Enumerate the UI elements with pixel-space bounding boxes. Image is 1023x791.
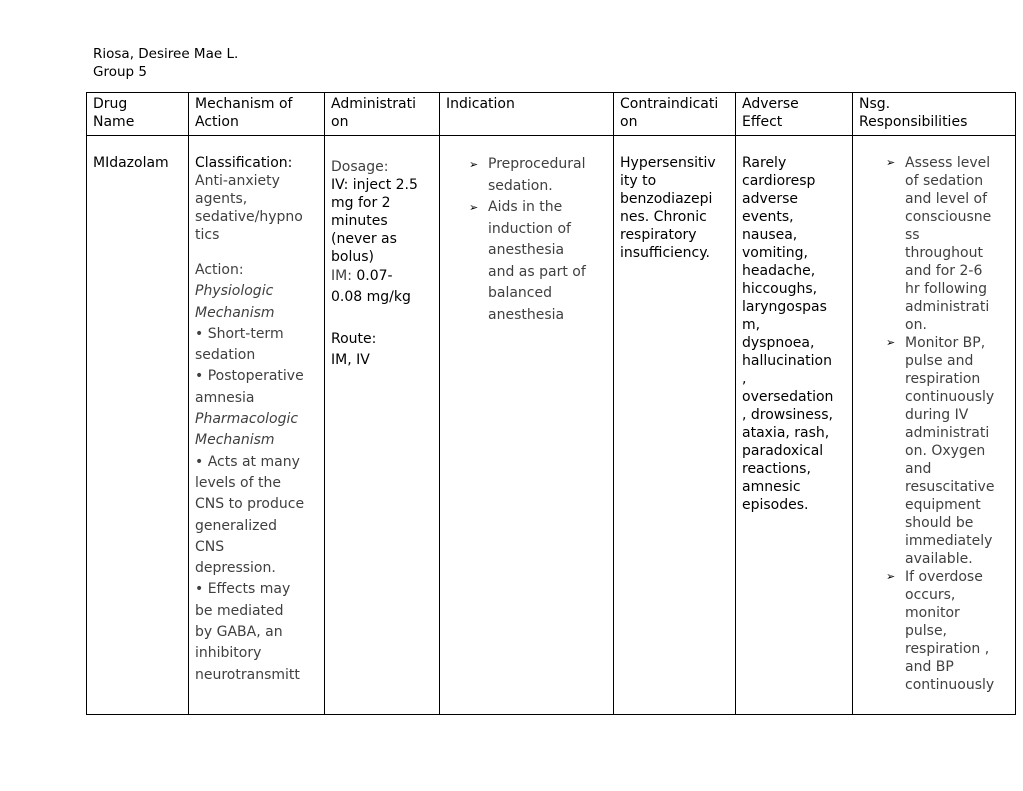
header-adverse-effect: Adverse Effect <box>736 93 853 136</box>
list-item: ➢ Preprocedural sedation. <box>469 156 586 194</box>
adverse-effect-line: nausea, <box>742 227 798 243</box>
adverse-effect-text <box>742 154 846 514</box>
action-label: Action: <box>195 262 244 278</box>
adverse-effect-line: cardioresp <box>742 173 816 189</box>
student-name: Riosa, Desiree Mae L. <box>93 46 239 62</box>
adverse-effect-line: m, <box>742 317 761 333</box>
cell-contraindication <box>614 136 736 715</box>
contraindication-text: Hypersensitiv ity to benzodiazepi nes. Chronic respiratory insufficiency. <box>620 155 716 261</box>
adverse-effect-line: hiccoughs, <box>742 281 818 297</box>
adverse-effect-line: oversedation <box>742 389 834 405</box>
adverse-effect-line: headache, <box>742 263 816 279</box>
header-drug-name: Drug Name <box>87 93 189 136</box>
action-line: • Acts at many <box>195 453 300 470</box>
action-line: by GABA, an <box>195 624 283 641</box>
action-line: Pharmacologic <box>195 411 299 428</box>
adverse-effect-line: , <box>742 371 747 387</box>
adverse-effect-line: Rarely <box>742 155 787 171</box>
cell-adverse-effect <box>736 136 853 715</box>
action-line: • Short-term <box>195 325 284 342</box>
header-contraindication: Contraindicati on <box>614 93 736 136</box>
arrow-bullet-icon: ➢ <box>469 158 479 171</box>
adverse-effect-line: vomiting, <box>742 245 808 261</box>
action-line: amnesia <box>195 389 255 406</box>
drug-name-text: MIdazolam <box>93 155 169 171</box>
action-line: generalized <box>195 517 277 534</box>
action-line: CNS <box>195 538 225 555</box>
action-line: Mechanism <box>195 304 275 321</box>
cell-administration <box>325 136 440 715</box>
list-item: ➢ Monitor BP, pulse and respiration continuously during IV administrati on. Oxygen and resuscitative equipment should be immediately available. <box>886 335 995 567</box>
adverse-effect-line: laryngospas <box>742 299 827 315</box>
adverse-effect-line: , drowsiness, <box>742 407 833 423</box>
adverse-effect-line: episodes. <box>742 497 809 513</box>
action-line: • Effects may <box>195 581 291 598</box>
action-line: be mediated <box>195 602 284 619</box>
list-item: ➢ If overdose occurs, monitor pulse, respiration , and BP continuously <box>886 569 995 693</box>
arrow-bullet-icon: ➢ <box>469 201 479 214</box>
cell-mechanism <box>189 136 325 715</box>
route-value: IM, IV <box>331 351 370 368</box>
group-label: Group 5 <box>93 64 147 80</box>
classification-label: Classification: <box>195 155 293 171</box>
im-dosage-text: IM: 0.07- 0.08 mg/kg <box>331 268 411 306</box>
list-item: ➢ Assess level of sedation and level of consciousne ss throughout and for 2-6 hr following administrati on. <box>886 155 992 333</box>
action-line: levels of the <box>195 474 281 491</box>
iv-dosage-text: IV: inject 2.5 mg for 2 minutes (never as bolus) <box>331 177 418 265</box>
adverse-effect-line: events, <box>742 209 794 225</box>
action-line: neurotransmitt <box>195 666 300 683</box>
action-text <box>195 281 318 686</box>
header-nsg-responsibilities: Nsg. Responsibilities <box>853 93 1016 136</box>
action-line: • Postoperative <box>195 368 304 385</box>
cell-nsg-responsibilities <box>853 136 1016 715</box>
action-line: CNS to produce <box>195 496 305 513</box>
cell-drug-name <box>87 136 189 715</box>
nsg-list <box>883 154 1009 694</box>
header-indication: Indication <box>440 93 614 136</box>
adverse-effect-line: hallucination <box>742 353 832 369</box>
action-line: depression. <box>195 560 276 577</box>
header-administration: Administrati on <box>325 93 440 136</box>
adverse-effect-line: paradoxical <box>742 443 824 459</box>
action-line: Mechanism <box>195 432 275 449</box>
adverse-effect-line: reactions, <box>742 461 811 477</box>
route-label: Route: <box>331 330 377 347</box>
cell-indication <box>440 136 614 715</box>
adverse-effect-line: adverse <box>742 191 799 207</box>
table-header-row <box>87 93 1016 136</box>
document-header <box>93 45 238 81</box>
adverse-effect-line: amnesic <box>742 479 801 495</box>
adverse-effect-line: ataxia, rash, <box>742 425 830 441</box>
dosage-label: Dosage: <box>331 159 389 175</box>
drug-study-table <box>86 92 1016 715</box>
indication-list <box>466 154 607 326</box>
header-mechanism: Mechanism of Action <box>189 93 325 136</box>
action-line: inhibitory <box>195 645 262 662</box>
arrow-bullet-icon: ➢ <box>886 570 896 583</box>
classification-text: Anti-anxiety agents, sedative/hypno tics <box>195 173 303 243</box>
action-line: Physiologic <box>195 283 274 300</box>
action-line: sedation <box>195 347 256 364</box>
adverse-effect-line: dyspnoea, <box>742 335 815 351</box>
table-row <box>87 136 1016 715</box>
arrow-bullet-icon: ➢ <box>886 336 896 349</box>
list-item: ➢ Aids in the induction of anesthesia and as part of balanced anesthesia <box>469 199 586 323</box>
arrow-bullet-icon: ➢ <box>886 156 896 169</box>
